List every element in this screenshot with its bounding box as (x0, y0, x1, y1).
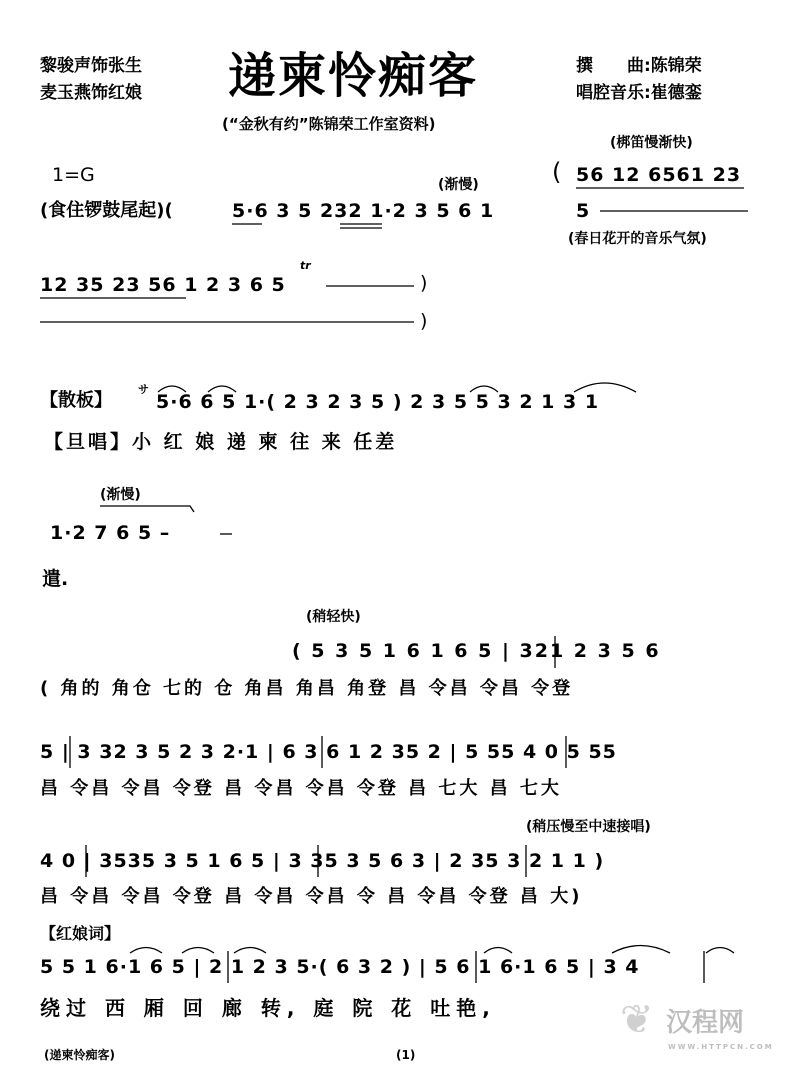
subtitle: (“金秋有约”陈锦荣工作室资料) (222, 115, 436, 133)
branch-upper-note: (梆笛慢渐快) (610, 135, 693, 151)
line7-notes: 4 0 | 3535 3 5 1 6 5 | 3 35 3 5 6 3 | 2 35 3 2 1 1 ) (40, 850, 605, 872)
line4-lyric: 遣. (42, 568, 69, 590)
line8-lyrics: 绕过 西 厢 回 廊 转, 庭 院 花 吐艳, (40, 996, 496, 1020)
page-number: (1) (396, 1048, 416, 1062)
intro-tempo-note: (渐慢) (438, 177, 479, 193)
line7-percussion: 昌 令昌 令昌 令登 昌 令昌 令昌 令 昌 令昌 令登 昌 大) (40, 886, 583, 907)
press-slow-note: (稍压慢至中速接唱) (526, 819, 651, 835)
branch-lower-note-value: 5 (576, 200, 590, 222)
branch-upper-notes: 56 12 6561 23 (576, 164, 742, 186)
branch-lower-note: (春日花开的音乐气氛) (568, 231, 707, 247)
line5-percussion: ( 角的 角仓 七的 仓 角昌 角昌 角登 昌 令昌 令昌 令登 (40, 678, 574, 699)
watermark-url: WWW.HTTPCN.COM (668, 1043, 774, 1051)
line6-percussion: 昌 令昌 令昌 令登 昌 令昌 令昌 令登 昌 七大 昌 七大 (40, 778, 562, 799)
watermark-logo-icon: ❦ (620, 997, 654, 1043)
intro-notes: 5·6 3 5 232 1·2 3 5 6 1 (232, 200, 495, 222)
key-signature: 1=G (52, 164, 95, 186)
footer-title: (递柬怜痴客) (44, 1048, 115, 1062)
intro-label: (食住锣鼓尾起)( (40, 200, 173, 221)
page-title: 递柬怜痴客 (228, 48, 479, 104)
composer-credit: 撰 曲:陈锦荣 (576, 56, 702, 76)
line8-notes: 5 5 1 6·1 6 5 | 2 1 2 3 5·( 6 3 2 ) | 5 6 1 6·1 6 5 | 3 4 (40, 956, 640, 978)
light-fast-note: (稍轻快) (306, 609, 361, 625)
line5-notes: ( 5 3 5 1 6 1 6 5 | 321 2 3 5 6 (292, 640, 661, 662)
line2-close-paren: ) (420, 272, 428, 294)
line2-notes: 12 35 23 56 1 2 3 6 5 (40, 274, 286, 296)
dan-lyrics: 【旦唱】小 红 娘 递 柬 往 来 任差 (44, 431, 398, 453)
vocal-music-credit: 唱腔音乐:崔德銮 (576, 83, 702, 103)
trill-mark: tr (300, 259, 311, 272)
cast-line-2: 麦玉燕饰红娘 (40, 83, 142, 103)
line6-notes: 5 | 3 32 3 5 2 3 2·1 | 6 3 6 1 2 35 2 | 5 55 4 0 5 55 (40, 741, 617, 763)
line2b-close-paren: ) (420, 310, 428, 332)
sanban-mark: サ (138, 383, 149, 396)
slow-note-2: (渐慢) (100, 487, 141, 503)
sanban-label: 【散板】 (40, 390, 112, 411)
sanban-notes: 5·6 6 5 1·( 2 3 2 3 5 ) 2 3 5 5 3 2 1 3 1 (156, 391, 600, 413)
branch-open-paren: ( (552, 158, 562, 186)
watermark-text: 汉程网 (666, 1008, 745, 1038)
hongniang-label: 【红娘词】 (40, 924, 121, 943)
line4-notes: 1·2 7 6 5 – (50, 522, 171, 544)
cast-line-1: 黎骏声饰张生 (40, 56, 142, 76)
